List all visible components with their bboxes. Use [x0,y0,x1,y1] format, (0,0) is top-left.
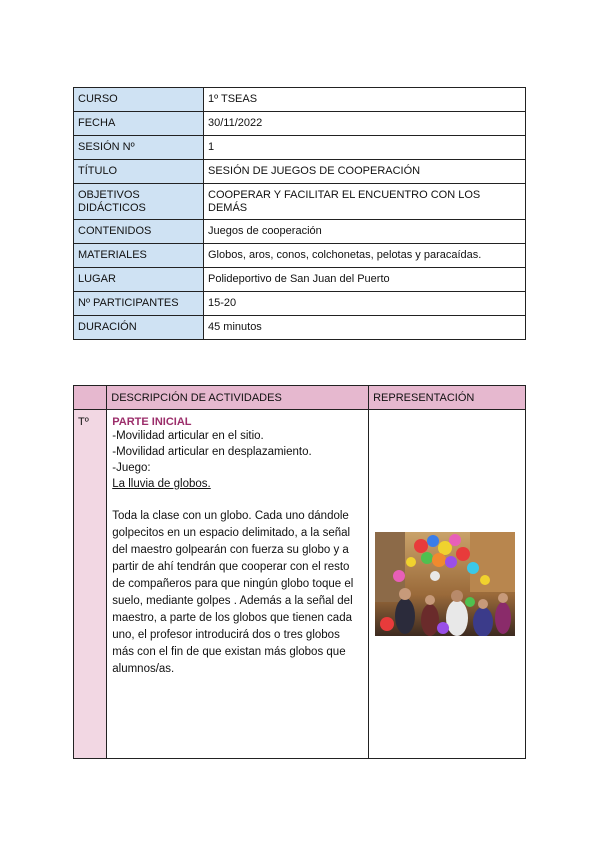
info-value: 1º TSEAS [204,88,526,112]
header-description: DESCRIPCIÓN DE ACTIVIDADES [107,386,369,410]
info-value: Polideportivo de San Juan del Puerto [204,268,526,292]
info-value: 1 [204,136,526,160]
info-label: DURACIÓN [74,316,204,340]
info-label: CONTENIDOS [74,220,204,244]
info-row [74,88,526,112]
info-row [74,160,526,184]
info-row [74,112,526,136]
game-name: La lluvia de globos. [112,478,211,490]
info-value: SESIÓN DE JUEGOS DE COOPERACIÓN [204,160,526,184]
session-info-table [73,87,526,340]
info-label: SESIÓN Nº [74,136,204,160]
representation-cell [369,410,526,759]
activity-line: -Movilidad articular en el sitio. [112,430,264,442]
info-label: MATERIALES [74,244,204,268]
info-value: 30/11/2022 [204,112,526,136]
info-value: 15-20 [204,292,526,316]
part-title: PARTE INICIAL [112,416,192,428]
time-cell: Tº [74,410,107,759]
info-label: FECHA [74,112,204,136]
info-row [74,292,526,316]
info-label: TÍTULO [74,160,204,184]
activity-row [74,410,526,759]
info-row [74,136,526,160]
info-label: CURSO [74,88,204,112]
info-value: COOPERAR Y FACILITAR EL ENCUENTRO CON LOS DEMÁS [204,184,526,220]
info-value: 45 minutos [204,316,526,340]
info-label: Nº PARTICIPANTES [74,292,204,316]
activity-line: -Juego: [112,462,151,474]
info-row [74,184,526,220]
info-label: OBJETIVOS DIDÁCTICOS [74,184,204,220]
info-row [74,316,526,340]
info-label: LUGAR [74,268,204,292]
activity-line: -Movilidad articular en desplazamiento. [112,446,312,458]
info-value: Juegos de cooperación [204,220,526,244]
info-row [74,220,526,244]
info-row [74,268,526,292]
info-row [74,244,526,268]
header-time-cell [74,386,107,410]
description-cell [107,410,369,759]
header-representation: REPRESENTACIÓN [369,386,526,410]
game-description: Toda la clase con un globo. Cada uno dándole golpecitos en un espacio delimitado, a la señal del maestro golpearán con fuerza su globo y a partir de ahí tendrán que cooperar con el resto de compañeros para que ningún globo toque el suelo, mediante golpes . Además a la señal del maestro, a parte de los globos que tienen cada uno, el profesor introducirá dos o tres globos más con el fin de que existan más globos que alumnos/as. [112,510,354,675]
activities-table [73,385,526,759]
activities-header-row [74,386,526,410]
balloons-photo [375,532,515,636]
info-value: Globos, aros, conos, colchonetas, pelotas y paracaídas. [204,244,526,268]
